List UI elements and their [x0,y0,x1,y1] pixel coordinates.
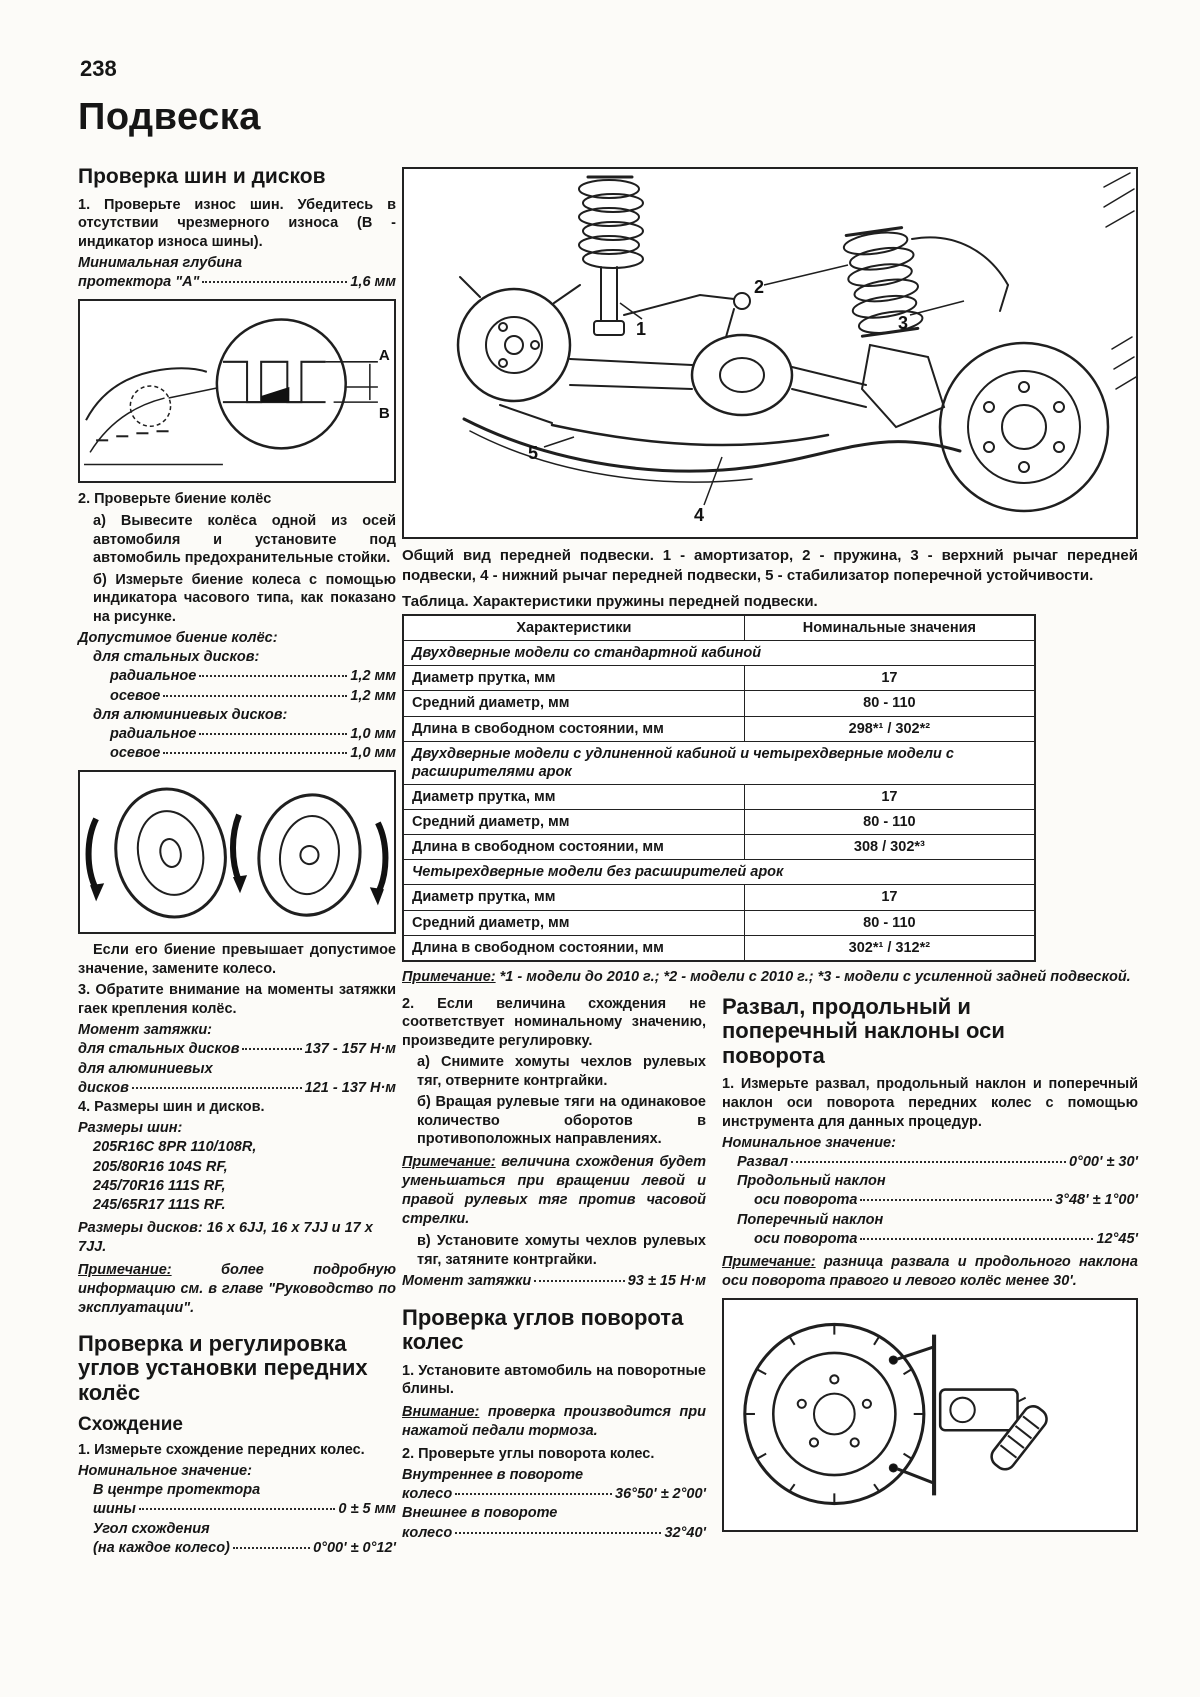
table-cell-value: 298*¹ / 302*² [744,716,1035,741]
note-text: величина схождения будет уменьшаться при вращении левой и правой рулевых тяг против часовой стрелки. [402,1153,706,1227]
table-row [403,910,1035,935]
tread-wear-figure-svg [80,301,394,481]
callout-2: 2 [754,277,765,297]
inner-wheel-line1: Внутреннее в повороте [402,1467,584,1484]
table-cell-value: 302*¹ / 312*² [744,935,1035,961]
table-cell-value: 17 [744,784,1035,809]
leader-label: радиальное [110,668,197,685]
outer-wheel-leader [402,1524,706,1543]
table-cell-value: 80 - 110 [744,810,1035,835]
warning-text: проверка производится при нажатой педали тормоза. [402,1403,706,1439]
table-row [403,784,1035,809]
left-note [78,1261,396,1318]
leader-dots [163,752,347,754]
leader-label: Развал [737,1154,788,1171]
page-number: 238 [80,56,117,81]
step-4-sizes: 4. Размеры шин и дисков. [78,1098,265,1115]
leader-dots [199,675,347,677]
leader-dots [233,1547,310,1549]
callout-3: 3 [898,313,909,333]
tread-wear-figure [78,299,396,483]
right-area [402,167,1138,1543]
leader-value: 36°50' ± 2°00' [615,1486,706,1503]
camber-note [722,1253,1138,1291]
angles-step-1: 1. Установите автомобиль на поворотные блины. [402,1362,706,1398]
leader-label: Момент затяжки [402,1273,532,1290]
angles-step-2: 2. Проверьте углы поворота колес. [402,1445,655,1462]
leader-dots [242,1048,301,1050]
toe-angle-leader [78,1539,396,1558]
table-section-row [403,741,1035,784]
table-cell-label: Длина в свободном состоянии, мм [403,835,744,860]
table-section-row [403,860,1035,885]
leader-value: 12°45' [1096,1230,1138,1247]
callout-4: 4 [694,505,705,525]
warning-label: Внимание: [402,1403,480,1420]
step-2-runout: 2. Проверьте биение колёс [78,491,272,508]
table-row [403,691,1035,716]
toe-step-2: 2. Если величина схождения не соответствует номинальному значению, произведите регулировку. [402,995,706,1049]
outer-wheel-line1: Внешнее в повороте [402,1505,558,1522]
radial-steel-leader [78,667,396,686]
heading-toe: Схождение [78,1413,183,1435]
leader-label: радиальное [110,725,197,742]
left-column [78,163,396,1558]
leader-label: оси поворота [754,1192,858,1209]
heading-turn-angles: Проверка углов поворота колес [402,1304,684,1355]
table-section-name: Двухдверные модели со стандартной кабиной [403,641,1035,666]
suspension-figure-svg [404,169,1136,537]
tire-size-item: 245/70R16 111S RF, [93,1177,226,1194]
leader-value: 93 ± 15 Н·м [627,1273,706,1290]
step-2a: а) Вывесите колёса одной из осей автомобиля и установите под автомобиль предохранительные стойки. [93,512,396,567]
toe-center-line1: В центре протектора [93,1482,261,1499]
table-section-name: Двухдверные модели с удлиненной кабиной и четырехдверные модели с расширителями арок [403,741,1035,784]
table-cell-label: Диаметр прутка, мм [403,784,744,809]
leader-value: 0°00' ± 0°12' [313,1539,396,1556]
leader-dots [202,281,347,283]
table-cell-value: 80 - 110 [744,910,1035,935]
heading-camber-caster: Развал, продольный и поперечный наклоны оси поворота [722,993,1005,1068]
table-row [403,716,1035,741]
leader-dots [455,1493,612,1495]
table-section-name: Четырехдверные модели без расширителей арок [403,860,1035,885]
torque-alu-leader [78,1079,396,1098]
toe-nominal-title: Номинальное значение: [78,1463,252,1480]
table-cell-label: Длина в свободном состоянии, мм [403,935,744,961]
runout-title: Допустимое биение колёс: [78,630,278,647]
leader-value: 3°48' ± 1°00' [1055,1192,1138,1209]
inner-wheel-leader [402,1485,706,1504]
middle-column [402,995,706,1543]
leader-value: 32°40' [664,1524,706,1541]
step-2b: б) Измерьте биение колеса с помощью индикатора часового типа, как показано на рисунке. [93,571,396,625]
step-1-tire-wear: 1. Проверьте износ шин. Убедитесь в отсутствии чрезмерного износа (B - индикатор износа шины). [78,196,396,250]
axial-steel-leader [78,687,396,706]
tread-label-b: B [378,405,390,423]
leader-value: 1,0 мм [350,744,396,761]
note-label: Примечание: [78,1262,172,1279]
leader-label: шины [93,1501,136,1518]
wheel-runout-figure [78,770,396,934]
leader-dots [860,1238,1093,1240]
disc-sizes: Размеры дисков: 16 x 6JJ, 16 x 7JJ и 17 x 7JJ. [78,1219,373,1256]
table-cell-label: Средний диаметр, мм [403,910,744,935]
table-row [403,935,1035,961]
min-depth-leader [78,273,396,292]
table-header-row [403,615,1035,641]
heading-front-alignment: Проверка и регулировка углов установки передних колёс [78,1330,368,1405]
angles-warning [402,1403,706,1441]
torque-alu-line1: для алюминиевых [78,1060,213,1077]
leader-label: колесо [402,1486,453,1503]
note-text: более подробную информацию см. в главе "Руководство по эксплуатации". [78,1262,396,1316]
camber-gauge-figure-svg [724,1300,1136,1530]
suspension-figure [402,167,1138,539]
tire-size-item: 205R16C 8PR 110/108R, [93,1139,257,1156]
leader-value: 137 - 157 Н·м [304,1041,396,1058]
table-note [402,968,1138,987]
lower-columns [402,995,1138,1543]
page-title: Подвеска [78,96,261,138]
table-header-nominal: Номинальные значения [744,615,1035,641]
min-depth-line1: Минимальная глубина [78,255,243,272]
note-text: разница развала и продольного наклона оси поворота правого и левого колёс менее 30'. [722,1253,1138,1289]
step-3-torque: 3. Обратите внимание на моменты затяжки гаек крепления колёс. [78,982,396,1017]
table-row [403,885,1035,910]
far-right-column [722,995,1138,1543]
tire-size-item: 245/65R17 111S RF. [93,1196,226,1213]
leader-dots [534,1280,624,1282]
leader-label: колесо [402,1524,453,1541]
camber-step-1: 1. Измерьте развал, продольный наклон и поперечный наклон оси поворота передних колес с помощью инструмента для данных процедур. [722,1076,1138,1130]
note-text: *1 - модели до 2010 г.; *2 - модели с 2010 г.; *3 - модели с усиленной задней подвеской. [495,968,1131,985]
table-row [403,810,1035,835]
tread-label-a: A [378,347,390,365]
leader-dots [199,733,347,735]
suspension-caption: Общий вид передней подвески. 1 - амортизатор, 2 - пружина, 3 - верхний рычаг передней подвески, 4 - нижний рычаг передней подвески, 5 - стабилизатор поперечной устойчивости. [402,547,1138,584]
leader-value: 1,2 мм [350,668,396,685]
note-label: Примечание: [402,1153,496,1170]
replace-wheel-text: Если его биение превышает допустимое значение, замените колесо. [78,942,396,977]
table-cell-label: Диаметр прутка, мм [403,885,744,910]
caster-leader [722,1191,1138,1210]
leader-label: осевое [110,744,161,761]
table-cell-label: Диаметр прутка, мм [403,666,744,691]
table-row [403,835,1035,860]
spring-table-title: Таблица. Характеристики пружины передней подвески. [402,593,818,610]
leader-label: протектора "А" [78,274,200,291]
radial-alu-leader [78,725,396,744]
leader-label: оси поворота [754,1230,858,1247]
leader-dots [455,1532,661,1534]
leader-dots [791,1161,1066,1163]
table-cell-label: Средний диаметр, мм [403,691,744,716]
toe-step-2a: а) Снимите хомуты чехлов рулевых тяг, отверните контргайки. [417,1054,706,1089]
leader-label: для стальных дисков [78,1041,240,1058]
leader-value: 1,0 мм [350,725,396,742]
toe-angle-line1: Угол схождения [93,1520,210,1537]
camber-nominal-title: Номинальное значение: [722,1135,896,1152]
kingpin-line1: Поперечный наклон [737,1211,884,1228]
callout-5: 5 [528,443,539,463]
torque-steel-leader [78,1040,396,1059]
torque-title: Момент затяжки: [78,1022,213,1039]
tire-size-item: 205/80R16 104S RF, [93,1158,228,1175]
table-cell-label: Средний диаметр, мм [403,810,744,835]
toe-center-leader [78,1500,396,1519]
leader-value: 0°00' ± 30' [1068,1154,1138,1171]
leader-value: 0 ± 5 мм [338,1501,396,1518]
kingpin-leader [722,1230,1138,1249]
table-section-row [403,641,1035,666]
toe-step-2c: в) Установите хомуты чехлов рулевых тяг, затяните контргайки. [417,1233,706,1268]
leader-label: осевое [110,687,161,704]
heading-tires-check: Проверка шин и дисков [78,165,326,188]
caster-line1: Продольный наклон [737,1173,886,1190]
leader-value: 121 - 137 Н·м [304,1079,396,1096]
table-cell-value: 80 - 110 [744,691,1035,716]
leader-dots [163,695,347,697]
table-cell-value: 308 / 302*³ [744,835,1035,860]
table-header-characteristics: Характеристики [403,615,744,641]
toe-step-2b: б) Вращая рулевые тяги на одинаковое количество оборотов в противоположных направлениях. [417,1094,706,1148]
table-cell-value: 17 [744,885,1035,910]
leader-value: 1,2 мм [350,687,396,704]
leader-label: дисков [78,1079,129,1096]
tire-sizes-title: Размеры шин: [78,1120,183,1137]
toe-torque-leader [402,1272,706,1291]
note-label: Примечание: [722,1253,816,1270]
leader-label: (на каждое колесо) [93,1539,230,1556]
camber-gauge-figure [722,1298,1138,1532]
camber-leader [722,1153,1138,1172]
callout-1: 1 [636,319,647,339]
table-cell-value: 17 [744,666,1035,691]
leader-value: 1,6 мм [350,274,396,291]
table-row [403,666,1035,691]
toe-note [402,1153,706,1228]
wheel-runout-figure-svg [80,772,394,932]
table-cell-label: Длина в свободном состоянии, мм [403,716,744,741]
leader-dots [139,1508,335,1510]
spring-table [402,614,1036,962]
leader-dots [132,1087,302,1089]
steel-discs-label: для стальных дисков: [93,649,260,666]
alu-discs-label: для алюминиевых дисков: [93,706,288,723]
toe-step-1: 1. Измерьте схождение передних колес. [78,1441,365,1458]
axial-alu-leader [78,744,396,763]
leader-dots [860,1199,1052,1201]
note-label: Примечание: [402,968,496,985]
